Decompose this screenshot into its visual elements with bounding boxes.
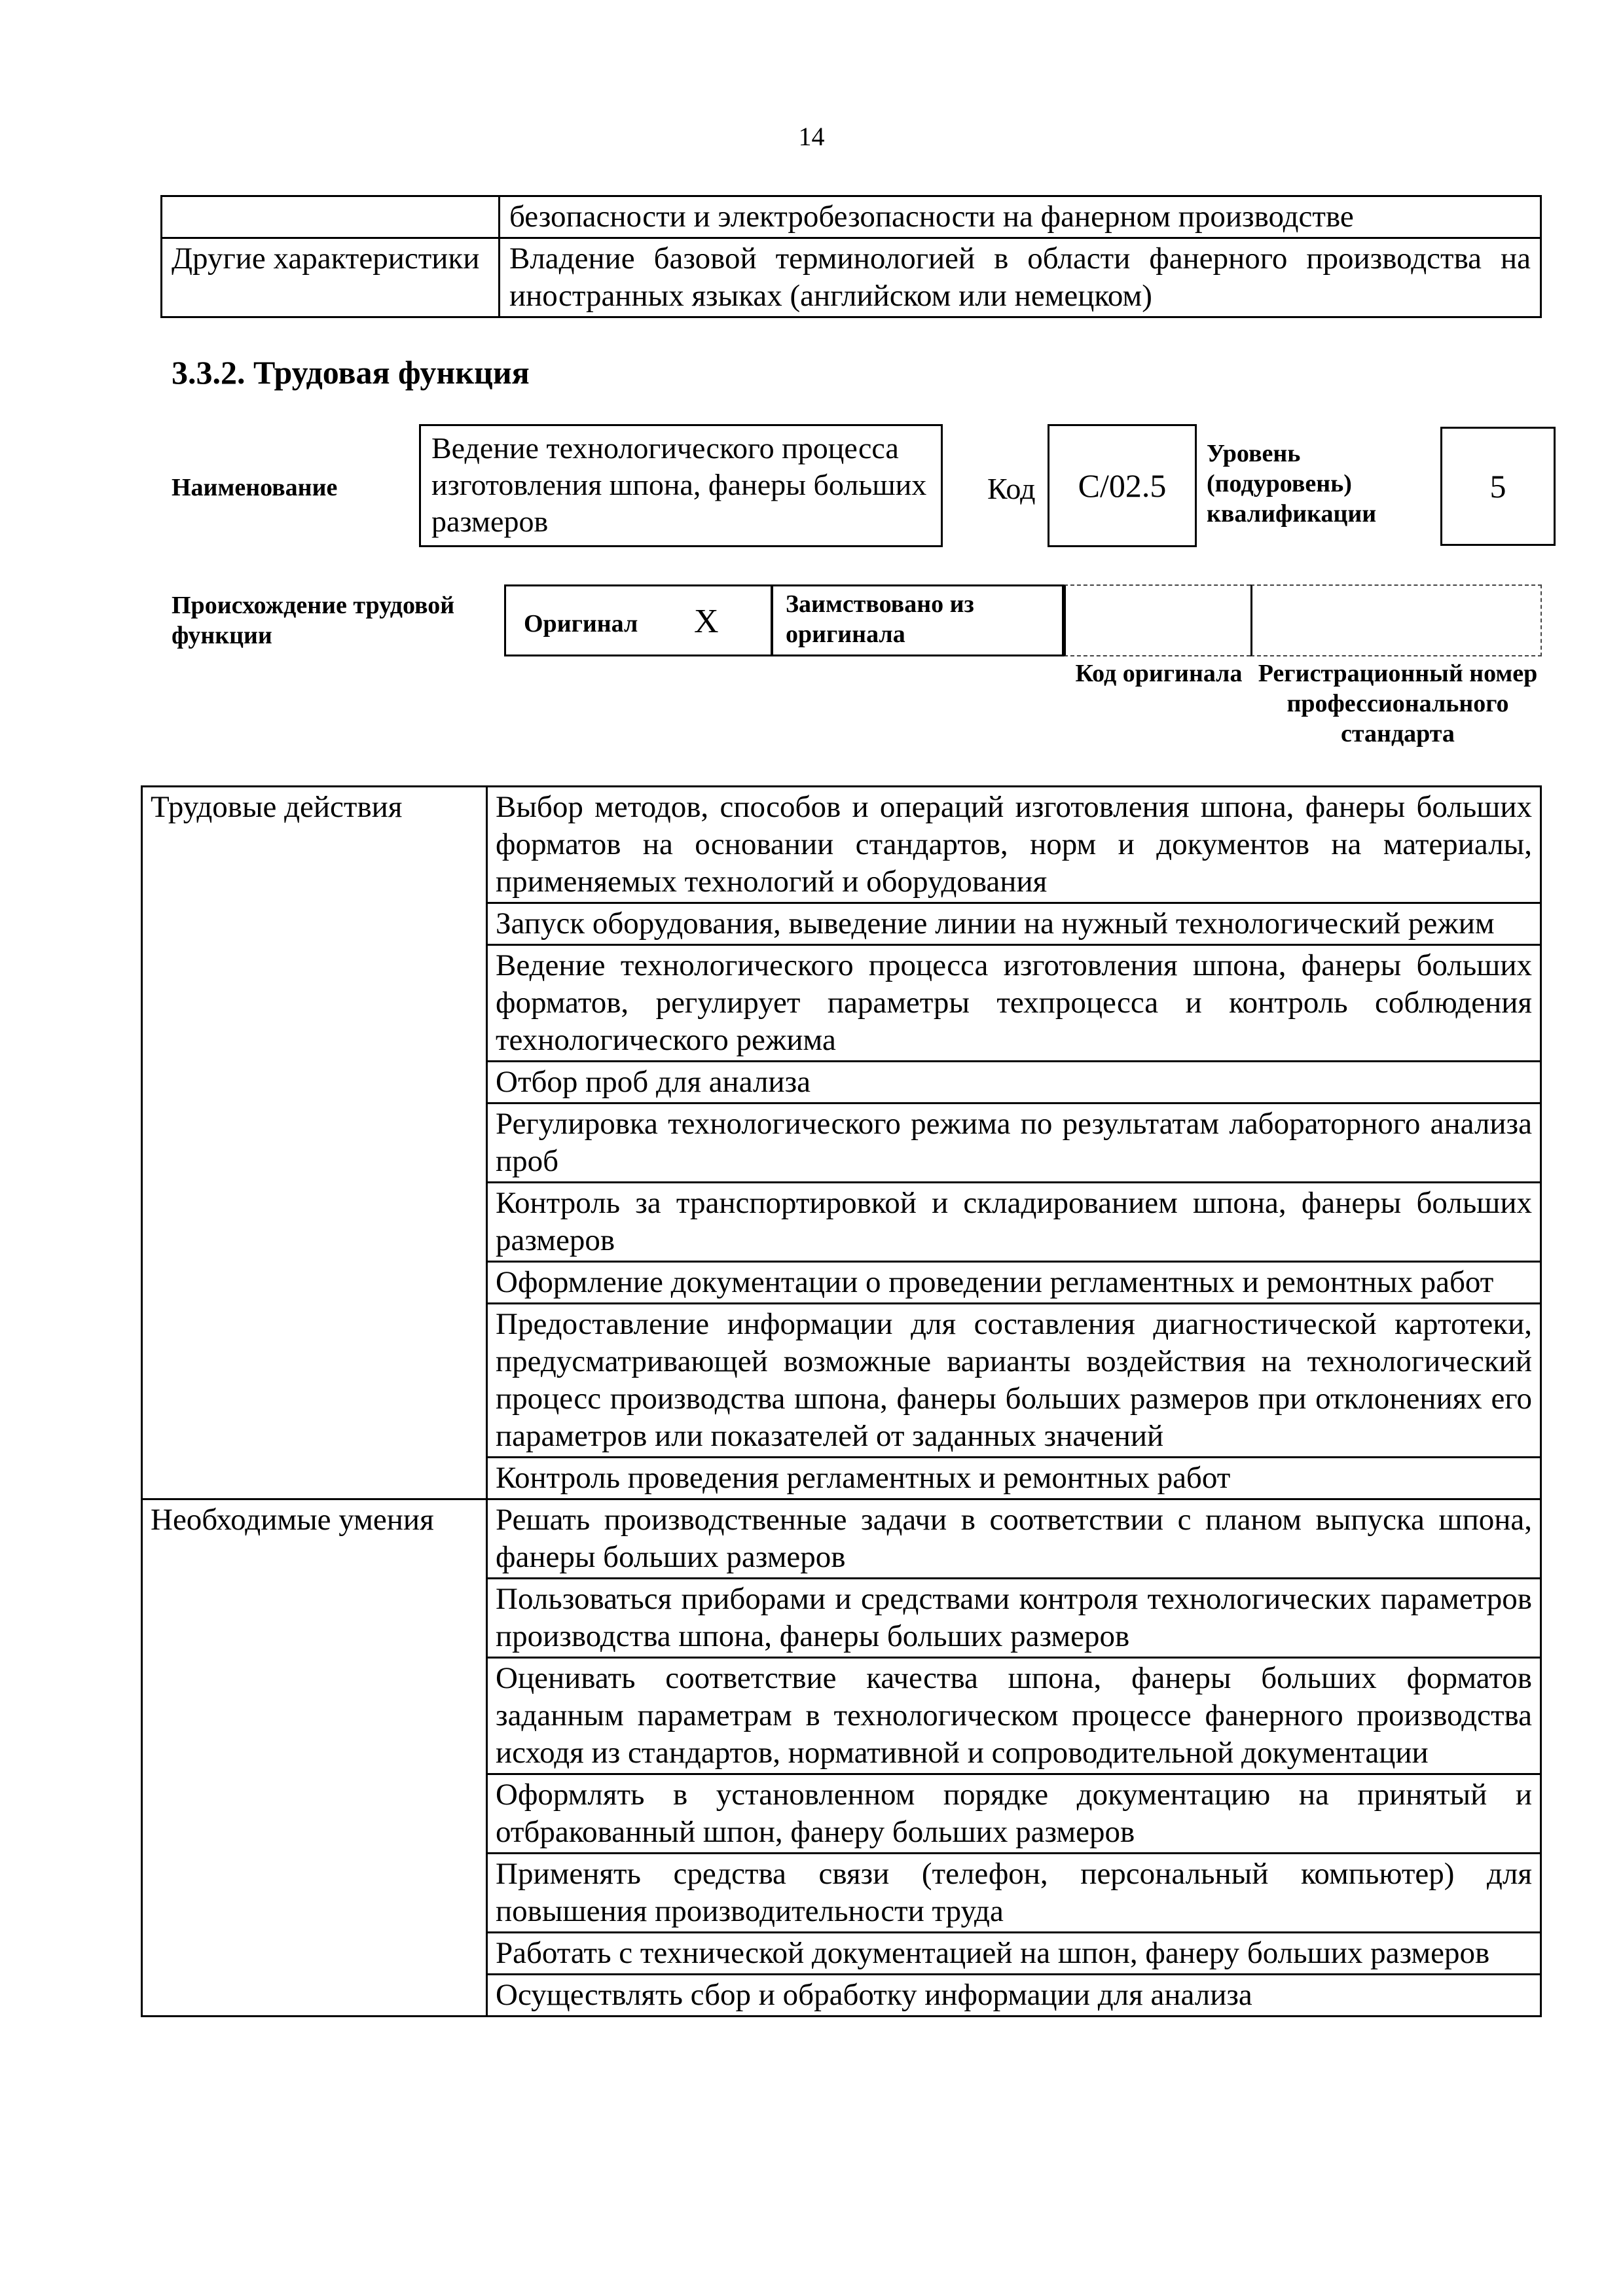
- top-continuation-table: [160, 195, 1542, 318]
- other-characteristics-label: Другие характеристики: [162, 238, 500, 317]
- original-label: Оригинал: [524, 610, 638, 637]
- empty-label-cell: [162, 196, 500, 238]
- name-label: Наименование: [172, 474, 338, 501]
- section-item: Оценивать соответствие качества шпона, фанеры больших форматов заданным параметрам в технологическом процессе фанерного производства исходя из стандартов, нормативной и сопроводительной документации: [487, 1658, 1541, 1774]
- section-item: Осуществлять сбор и обработку информации для анализа: [487, 1975, 1541, 2017]
- qualification-level-value: 5: [1489, 468, 1506, 505]
- table-row: [142, 787, 1541, 903]
- section-item: Применять средства связи (телефон, персональный компьютер) для повышения производительности труда: [487, 1854, 1541, 1933]
- section-item: Контроль проведения регламентных и ремонтных работ: [487, 1458, 1541, 1499]
- original-mark: X: [694, 603, 719, 640]
- qualification-level-label: Уровень (подуровень) квалификации: [1207, 440, 1377, 528]
- reg-number-cell: [1250, 584, 1542, 656]
- borrowed-label: Заимствовано из оригинала: [786, 590, 974, 648]
- labor-function-table: [141, 785, 1542, 2017]
- section-item: Оформление документации о проведении регламентных и ремонтных работ: [487, 1262, 1541, 1304]
- section-item: Ведение технологического процесса изготовления шпона, фанеры больших форматов, регулирует параметры техпроцесса и контроль соблюдения технологического режима: [487, 945, 1541, 1062]
- section-item: Работать с технической документацией на шпон, фанеру больших размеров: [487, 1933, 1541, 1975]
- origin-label: Происхождение трудовой функции: [172, 592, 455, 649]
- section-item: Пользоваться приборами и средствами контроля технологических параметров производства шпона, фанеры больших размеров: [487, 1579, 1541, 1658]
- page-number: 14: [798, 122, 825, 151]
- function-code-box: [1048, 424, 1197, 547]
- continued-text: безопасности и электробезопасности на фанерном производстве: [500, 196, 1541, 238]
- section-item: Оформлять в установленном порядке документацию на принятый и отбракованный шпон, фанеру больших размеров: [487, 1774, 1541, 1854]
- section-item: Контроль за транспортировкой и складированием шпона, фанеры больших размеров: [487, 1183, 1541, 1262]
- section-item: Запуск оборудования, выведение линии на нужный технологический режим: [487, 903, 1541, 945]
- code-original-caption: Код оригинала: [1075, 660, 1243, 687]
- function-name-box: Ведение технологического процесса изготовления шпона, фанеры больших размеров: [419, 424, 943, 547]
- other-characteristics-text: Владение базовой терминологией в области фанерного производства на иностранных языках (английском или немецком): [500, 238, 1541, 317]
- table-row: [142, 1499, 1541, 1579]
- section-item: Предоставление информации для составления диагностической картотеки, предусматривающей возможные варианты воздействия на технологический процесс производства шпона, фанеры больших размеров при отклонениях его параметров или показателей от заданных значений: [487, 1304, 1541, 1458]
- table-row: [162, 196, 1541, 238]
- qualification-level-box: [1440, 427, 1556, 546]
- section-item: Отбор проб для анализа: [487, 1062, 1541, 1103]
- section-label: Трудовые действия: [142, 787, 487, 1499]
- section-item: Выбор методов, способов и операций изготовления шпона, фанеры больших форматов на основании стандартов, норм и документов на материалы, применяемых технологий и оборудования: [487, 787, 1541, 903]
- section-heading: 3.3.2. Трудовая функция: [172, 354, 530, 391]
- table-row: [162, 238, 1541, 317]
- code-original-cell: [1064, 584, 1250, 656]
- section-label: Необходимые умения: [142, 1499, 487, 2017]
- code-label: Код: [987, 472, 1036, 505]
- reg-number-caption: Регистрационный номер профессионального стандарта: [1258, 660, 1538, 747]
- section-item: Регулировка технологического режима по результатам лабораторного анализа проб: [487, 1103, 1541, 1183]
- section-item: Решать производственные задачи в соответствии с планом выпуска шпона, фанеры больших размеров: [487, 1499, 1541, 1579]
- labor-function-body: [142, 787, 1541, 2017]
- function-code-value: C/02.5: [1078, 467, 1167, 504]
